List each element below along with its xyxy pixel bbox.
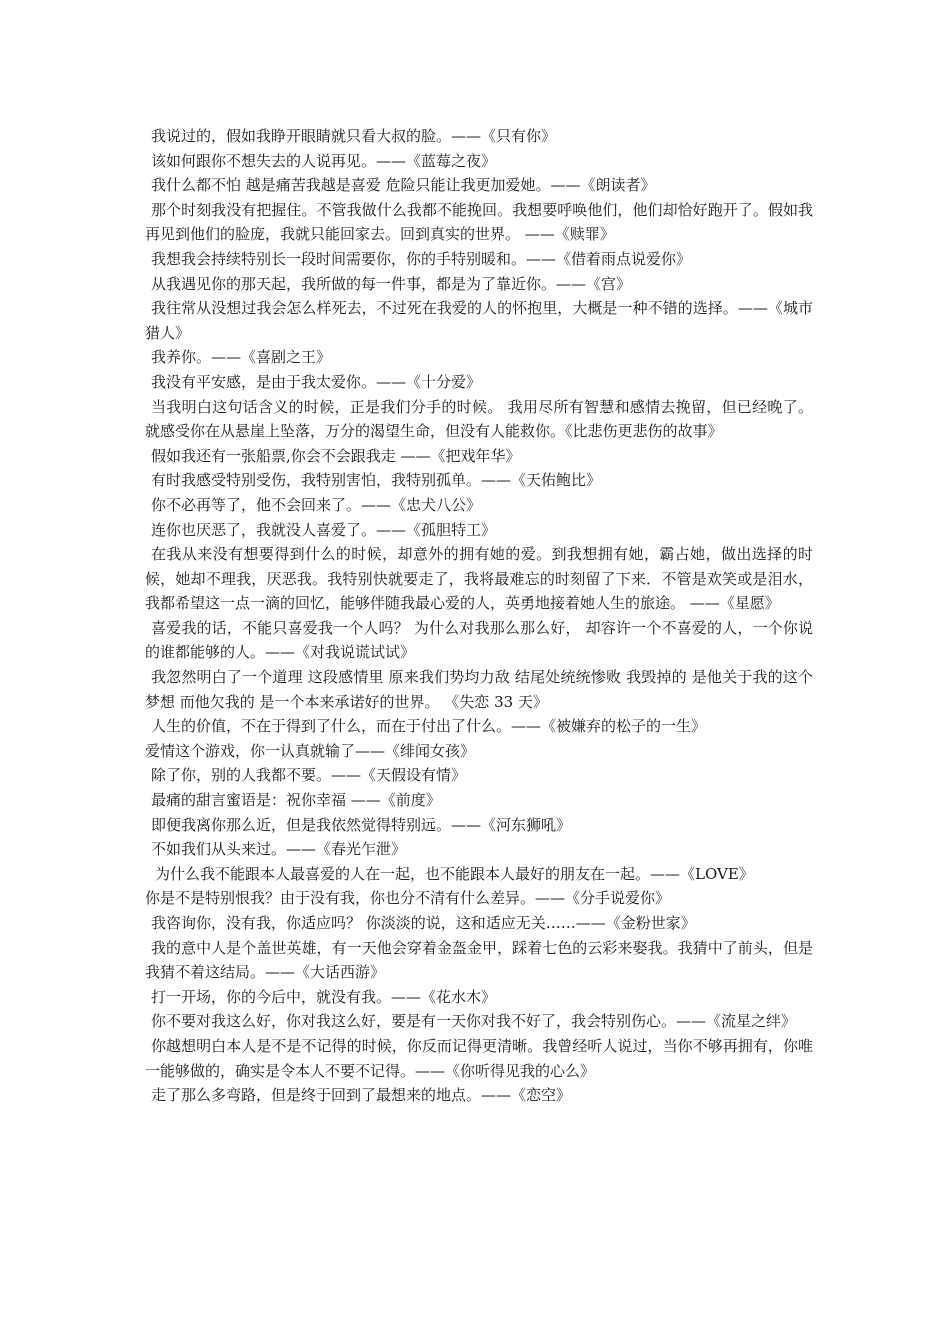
quote-paragraph: 你是不是特别恨我？由于没有我，你也分不清有什么差异。——《分手说爱你》 [145, 889, 671, 908]
quote-paragraph: 最痛的甜言蜜语是：祝你幸福 ——《前度》 [151, 791, 441, 810]
quote-paragraph: 那个时刻我没有把握住。不管我做什么我都不能挽回。我想要呼唤他们，他们却恰好跑开了。假如我再见到他们的脸庞，我就只能回家去。回到真实的世界。 ——《赎罪》 [145, 200, 813, 244]
quote-paragraph: 在我从来没有想要得到什么的时候，却意外的拥有她的爱。到我想拥有她，霸占她，做出选择的时候，她却不理我，厌恶我。我特别快就要走了，我将最难忘的时刻留了下来．不管是欢笑或是泪水，我都希望这一点一滴的回忆，能够伴随我最心爱的人，英勇地接着她人生的旅途。 ——《星愿》 [145, 545, 813, 613]
quote-paragraph: 我咨询你，没有我，你适应吗？ 你淡淡的说，这和适应无关……——《金粉世家》 [151, 914, 696, 932]
quote-paragraph: 人生的价值，不在于得到了什么，而在于付出了什么。——《被嫌弃的松子的一生》 [151, 717, 707, 736]
quote-paragraph: 我的意中人是个盖世英雄，有一天他会穿着金盔金甲，踩着七色的云彩来娶我。我猜中了前头，但是我猜不着这结局。——《大话西游》 [145, 938, 813, 982]
quote-paragraph: 假如我还有一张船票,你会不会跟我走 ——《把戏年华》 [151, 446, 521, 465]
quote-paragraph: 当我明白这句话含义的时候，正是我们分手的时候。 我用尽所有智慧和感情去挽留，但已经晚了。就感受你在从悬崖上坠落，万分的渴望生命，但没有人能救你。《比悲伤更悲伤的故事》 [145, 397, 813, 441]
quote-paragraph: 我养你。——《喜剧之王》 [151, 348, 332, 367]
quote-paragraph: 我想我会持续特别长一段时间需要你，你的手特别暖和。——《借着雨点说爱你》 [151, 249, 692, 268]
quote-paragraph: 你不必再等了，他不会回来了。——《忠犬八公》 [151, 495, 482, 514]
quote-paragraph: 我什么都不怕 越是痛苦我越是喜爱 危险只能让我更加爱她。——《朗读者》 [151, 176, 656, 195]
quote-paragraph: 为什么我不能跟本人最喜爱的人在一起，也不能跟本人最好的朋友在一起。——《LOVE》 [155, 864, 754, 883]
quote-paragraph: 喜爱我的话，不能只喜爱我一个人吗？ 为什么对我那么那么好， 却容许一个不喜爱的人，一个你说的谁都能够的人。——《对我说谎试试》 [145, 618, 813, 662]
quote-paragraph: 爱情这个游戏，你一认真就输了——《绯闻女孩》 [145, 741, 476, 760]
quote-paragraph: 有时我感受特别受伤，我特别害怕，我特别孤单。——《天佑鲍比》 [151, 471, 602, 490]
quote-paragraph: 不如我们从头来过。——《春光乍泄》 [151, 840, 407, 859]
quote-paragraph: 你越想明白本人是不是不记得的时候，你反而记得更清晰。我曾经听人说过，当你不够再拥有，你唯一能够做的，确实是令本人不要不记得。——《你听得见我的心么》 [145, 1036, 813, 1080]
quote-paragraph: 我忽然明白了一个道理 这段感情里 原来我们势均力敌 结尾处统统惨败 我毁掉的 是他关于我的这个梦想 而他欠我的 是一个本来承诺好的世界。 《失恋 33 天》 [145, 668, 813, 711]
quote-paragraph: 即便我离你那么近，但是我依然觉得特别远。——《河东狮吼》 [151, 815, 572, 834]
quote-paragraph: 我说过的，假如我睁开眼睛就只看大叔的脸。——《只有你》 [151, 127, 557, 145]
quote-paragraph: 连你也厌恶了，我就没人喜爱了。——《孤胆特工》 [151, 520, 497, 539]
quote-paragraph: 我往常从没想过我会怎么样死去，不过死在我爱的人的怀抱里，大概是一种不错的选择。——《城市猎人》 [145, 299, 813, 342]
quote-paragraph: 从我遇见你的那天起，我所做的每一件事，都是为了靠近你。——《宫》 [151, 274, 632, 293]
quote-paragraph: 该如何跟你不想失去的人说再见。——《蓝莓之夜》 [151, 151, 497, 170]
quote-paragraph: 走了那么多弯路，但是终于回到了最想来的地点。——《恋空》 [151, 1086, 572, 1105]
quote-paragraph: 除了你，别的人我都不要。——《天假设有情》 [151, 766, 467, 785]
quote-paragraph: 我没有平安感，是由于我太爱你。——《十分爱》 [151, 372, 482, 391]
quote-paragraph: 打一开场，你的今后中，就没有我。——《花水木》 [151, 987, 497, 1006]
quote-paragraph: 你不要对我这么好，你对我这么好，要是有一天你对我不好了，我会特别伤心。——《流星之绊》 [151, 1012, 797, 1031]
document-body [145, 124, 813, 1108]
